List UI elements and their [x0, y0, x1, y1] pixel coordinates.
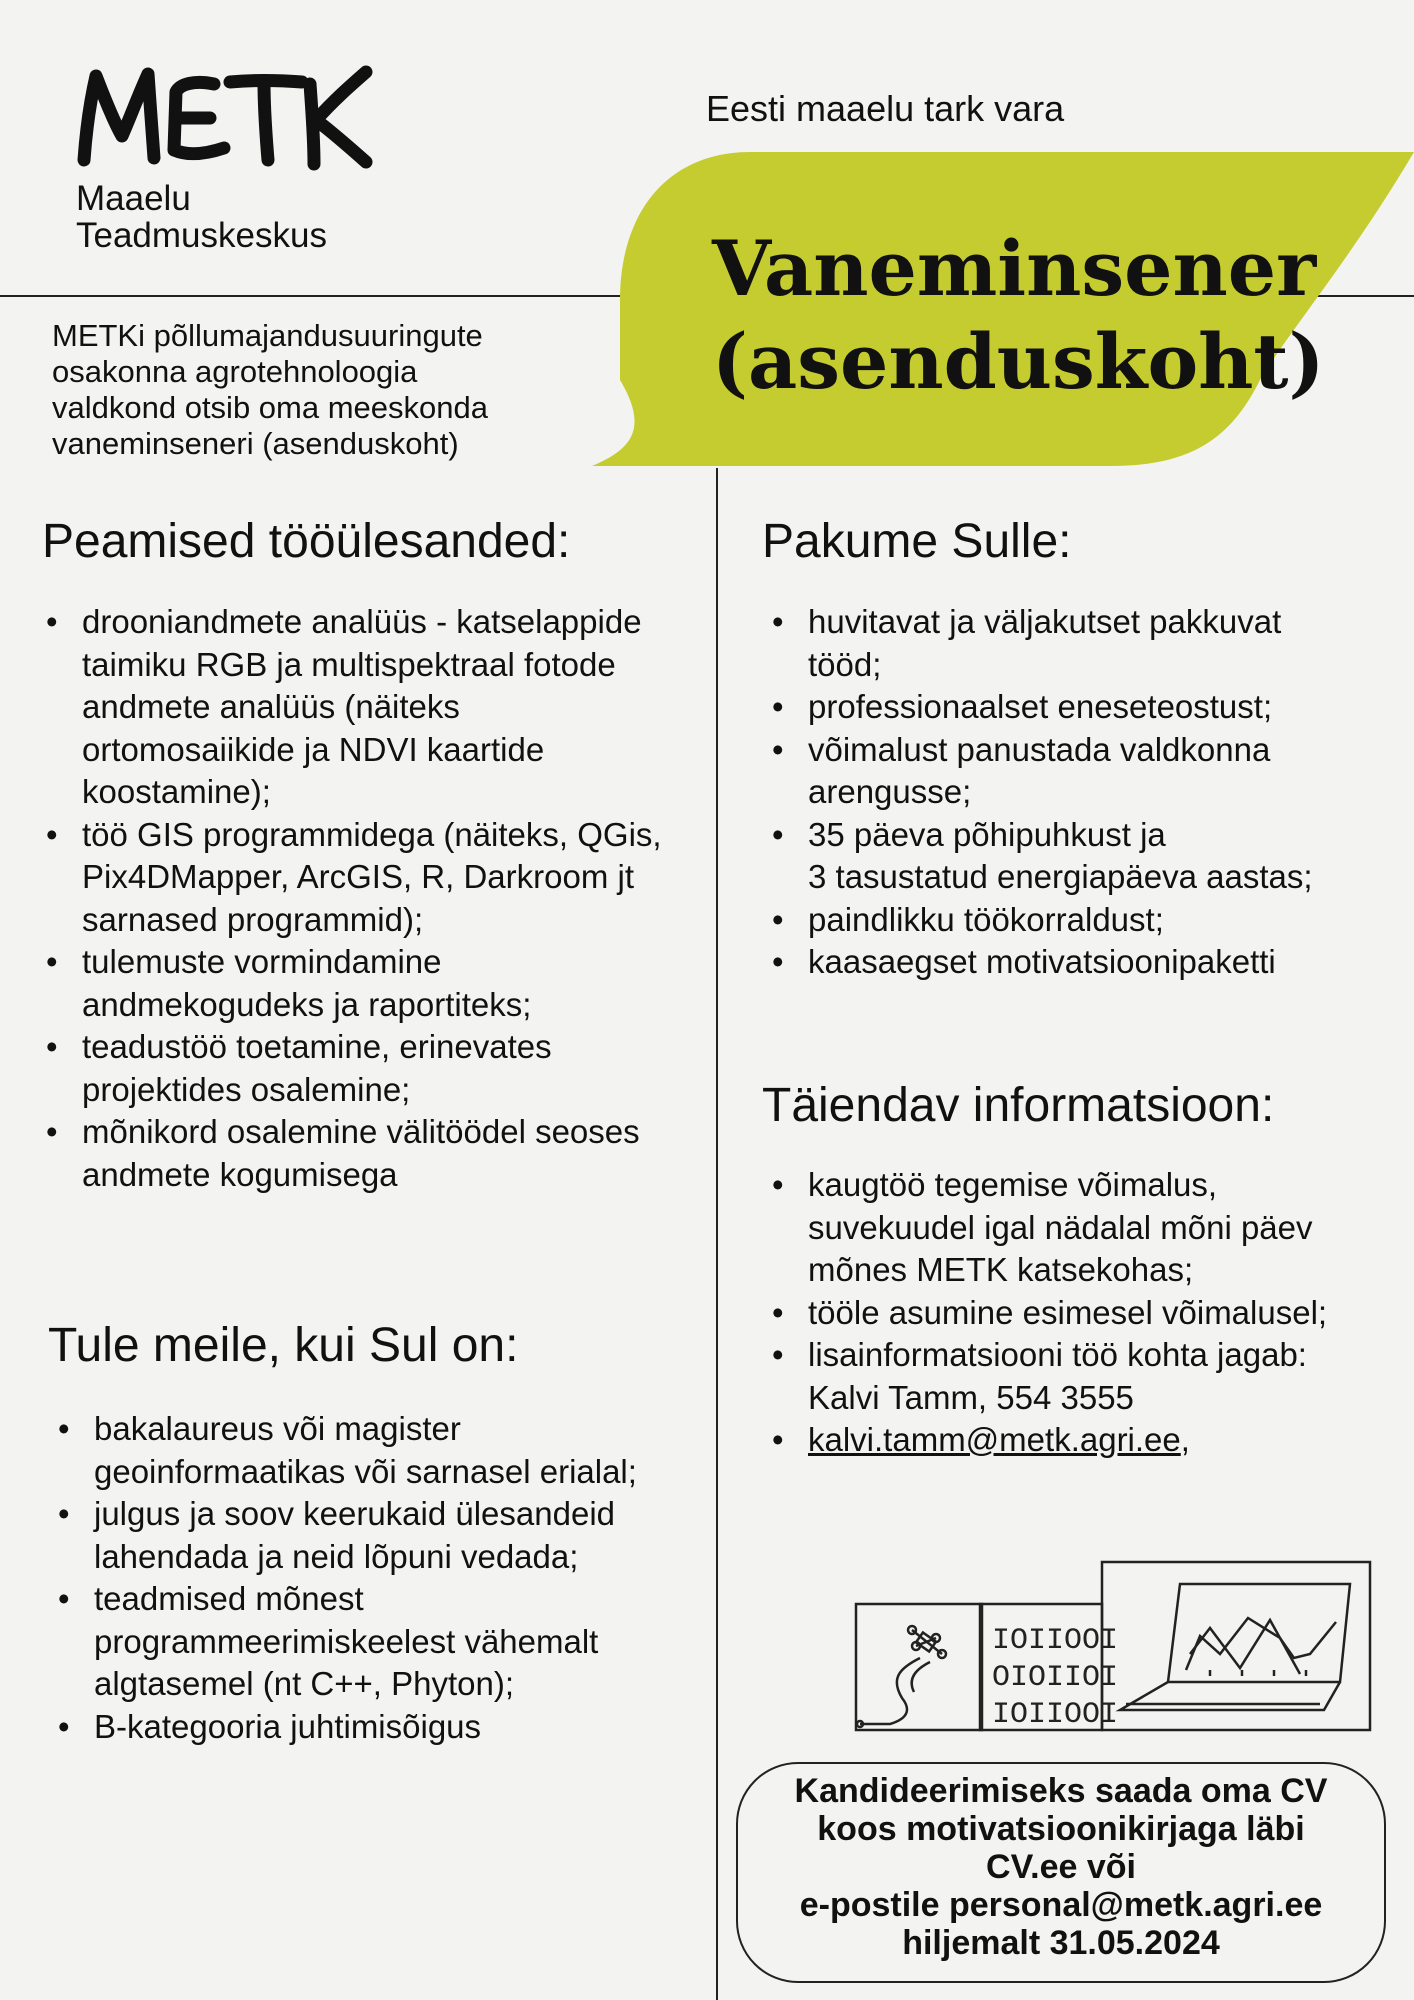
callout-line: CV.ee või	[986, 1848, 1136, 1886]
intro-line: vaneminseneri (asenduskoht)	[52, 426, 459, 461]
list-item-line: • võimalust panustada valdkonna	[808, 730, 1271, 768]
list-item	[42, 1026, 662, 1111]
list-item	[54, 1493, 637, 1578]
list-item-line: • töö GIS programmidega (näiteks, QGis,	[82, 815, 662, 853]
callout-line: koos motivatsioonikirjaga läbi	[817, 1810, 1305, 1848]
list-item-line: • huvitavat ja väljakutset pakkuvat	[808, 603, 1282, 640]
list-item	[768, 814, 1313, 899]
list-item-line: lahendada ja neid lõpuni vedada;	[94, 1537, 579, 1575]
list-item-line: ortomosaiikide ja NDVI kaartide	[82, 730, 545, 768]
job-title-line: Vaneminsener	[712, 224, 1317, 313]
list-item-line: arengusse;	[808, 773, 972, 810]
list-item-line: • julgus ja soov keerukaid ülesandeid	[94, 1495, 616, 1532]
illustration	[850, 1558, 1376, 1738]
binary-code	[992, 1624, 1118, 1732]
list-item	[42, 941, 662, 1026]
list-item	[768, 729, 1313, 814]
list-item	[42, 1111, 662, 1196]
list-item	[768, 601, 1313, 686]
org-name-line: Teadmuskeskus	[76, 216, 327, 255]
list-item	[768, 1334, 1327, 1419]
list-item-line: andmete analüüs (näiteks	[82, 688, 460, 725]
list-item-line: mõnes METK katsekohas;	[808, 1251, 1194, 1288]
list-item-line: • teadmised mõnest	[94, 1580, 364, 1617]
intro-text	[52, 318, 488, 462]
list-item-line: • kaugtöö tegemise võimalus,	[808, 1166, 1218, 1203]
list-item	[42, 814, 662, 942]
intro-line: valdkond otsib oma meeskonda	[52, 390, 488, 425]
list-item	[768, 1419, 1327, 1462]
list-item-line: algtasemel (nt C++, Phyton);	[94, 1665, 515, 1702]
application-callout	[736, 1762, 1386, 1983]
list-item-line: • drooniandmete analüüs - katselappide	[82, 603, 642, 640]
job-title	[712, 222, 1324, 408]
additional-list	[768, 1164, 1327, 1462]
tagline: Eesti maaelu tark vara	[706, 88, 1065, 129]
list-item-line: • 35 päeva põhipuhkust ja	[808, 815, 1166, 853]
list-item-line: geoinformaatikas või sarnasel erialal;	[94, 1452, 637, 1490]
list-item-line: koostamine);	[82, 773, 271, 810]
metk-logo	[76, 62, 386, 174]
list-item-line: programmeerimiskeelest vähemalt	[94, 1622, 599, 1660]
column-divider	[716, 468, 718, 2000]
binary-line: IOIIOOI	[992, 1698, 1119, 1732]
requirements-heading: Tule meile, kui Sul on:	[48, 1319, 519, 1372]
drone-panel	[856, 1604, 982, 1730]
requirements-list	[54, 1408, 637, 1748]
list-item-line: 3 tasustatud energiapäeva aastas;	[808, 858, 1313, 895]
binary-line: OIOIIOI	[992, 1661, 1119, 1695]
binary-line: IOIIOOI	[992, 1624, 1119, 1658]
list-item-line: sarnased programmid);	[82, 900, 424, 938]
drone-icon	[857, 1626, 946, 1727]
list-item	[768, 899, 1313, 942]
tasks-list	[42, 601, 662, 1196]
list-item-line: taimiku RGB ja multispektraal fotode	[82, 645, 616, 683]
list-item	[768, 1164, 1327, 1292]
list-item-line: andmete kogumisega	[82, 1155, 398, 1193]
list-item-line: • kaasaegset motivatsioonipaketti	[808, 943, 1276, 980]
list-item-line: andmekogudeks ja raportiteks;	[82, 985, 532, 1023]
list-item-line: Pix4DMapper, ArcGIS, R, Darkroom jt	[82, 858, 634, 895]
list-item	[54, 1706, 637, 1749]
offer-heading: Pakume Sulle:	[762, 515, 1072, 568]
callout-line: Kandideerimiseks saada oma CV	[794, 1772, 1328, 1810]
additional-heading: Täiendav informatsioon:	[762, 1079, 1275, 1132]
list-item-line: suvekuudel igal nädalal mõni päev	[808, 1208, 1313, 1246]
list-item-line: • tulemuste vormindamine	[82, 943, 442, 980]
list-item-line: • teadustöö toetamine, erinevates	[82, 1028, 552, 1065]
list-item-line: • paindlikku töökorraldust;	[808, 900, 1164, 938]
contact-email-link[interactable]: kalvi.tamm@metk.agri.ee	[808, 1421, 1181, 1458]
offer-list	[768, 601, 1313, 984]
list-item	[54, 1578, 637, 1706]
email-suffix: ,	[1180, 1421, 1190, 1458]
list-item-line: projektides osalemine;	[82, 1070, 411, 1108]
list-item	[768, 941, 1313, 984]
list-item	[54, 1408, 637, 1493]
org-name	[76, 180, 327, 254]
list-item	[42, 601, 662, 814]
intro-line: METKi põllumajandusuuringute	[52, 318, 483, 353]
list-item-line: tööd;	[808, 645, 882, 683]
list-item-line: • professionaalset eneseteostust;	[808, 688, 1273, 725]
list-item-line: Kalvi Tamm, 554 3555	[808, 1378, 1134, 1416]
org-name-line: Maaelu	[76, 179, 191, 218]
job-title-line: (asenduskoht)	[712, 317, 1325, 406]
list-item	[768, 1292, 1327, 1335]
laptop-chart-icon	[1120, 1584, 1350, 1710]
list-item-line: • B-kategooria juhtimisõigus	[94, 1707, 482, 1745]
list-item	[768, 686, 1313, 729]
list-item-line: • bakalaureus või magister	[94, 1410, 461, 1447]
list-item-line: • lisainformatsiooni töö kohta jagab:	[808, 1336, 1307, 1373]
callout-line: hiljemalt 31.05.2024	[902, 1924, 1220, 1962]
list-item-line: • mõnikord osalemine välitöödel seoses	[82, 1113, 640, 1150]
tasks-heading: Peamised tööülesanded:	[42, 515, 571, 568]
callout-line: e-postile personal@metk.agri.ee	[799, 1886, 1323, 1924]
list-item-line: • tööle asumine esimesel võimalusel;	[808, 1293, 1328, 1331]
intro-line: osakonna agrotehnoloogia	[52, 354, 418, 389]
